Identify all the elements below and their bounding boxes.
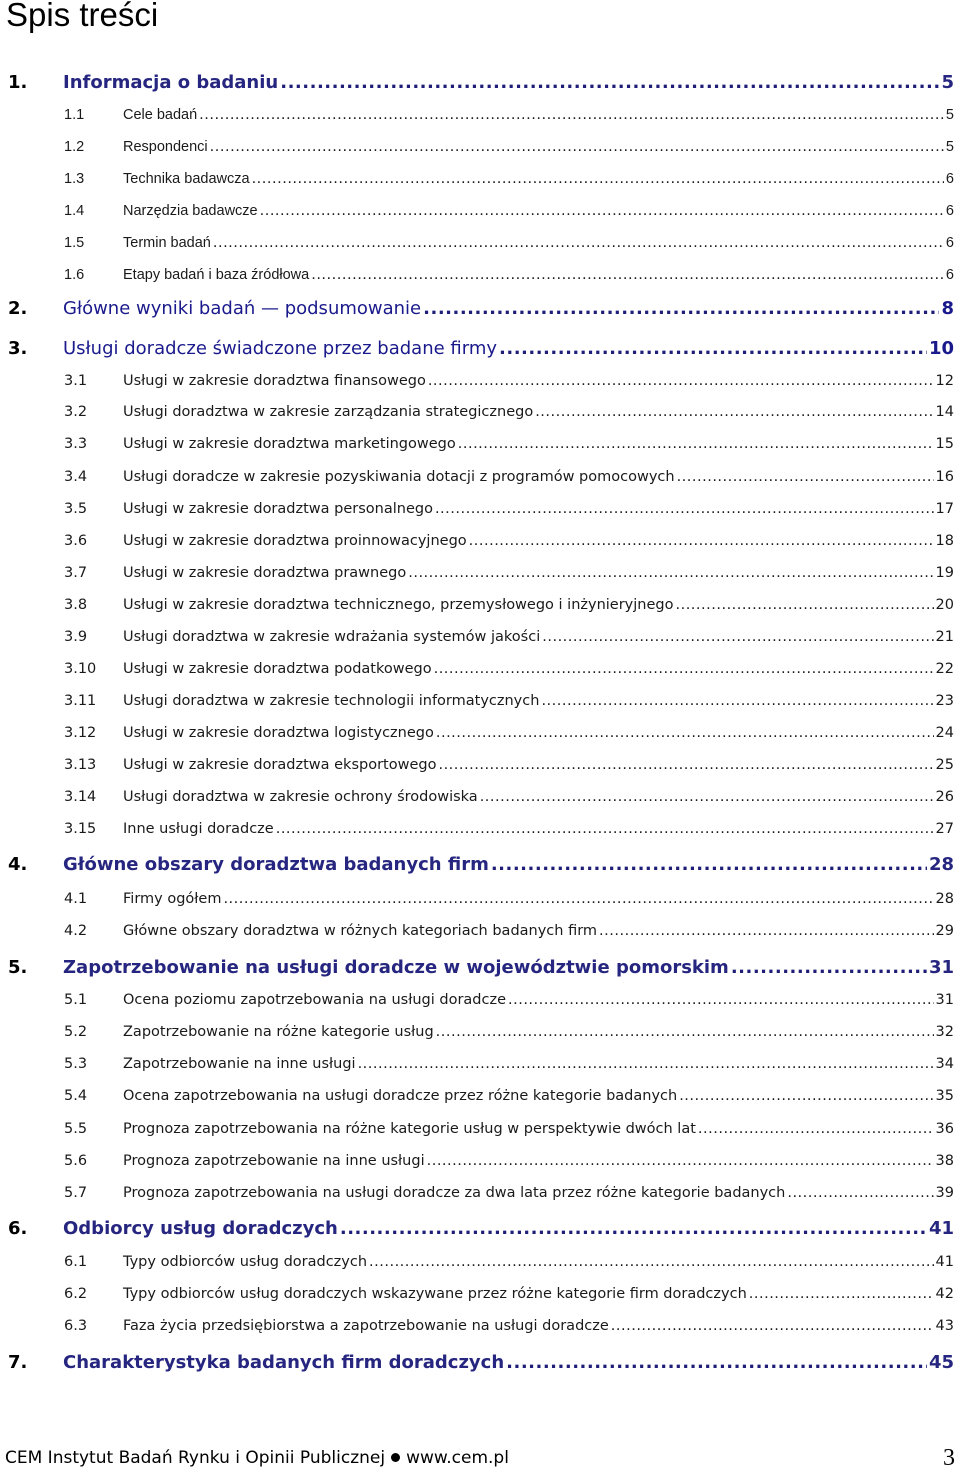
toc-section[interactable]	[0, 989, 960, 1011]
toc-leader	[213, 232, 944, 254]
toc-text: Cele badań	[123, 107, 198, 123]
toc-section[interactable]	[0, 466, 960, 488]
toc-section[interactable]	[0, 658, 960, 680]
toc-section[interactable]	[0, 1118, 960, 1140]
toc-page: 6	[945, 171, 954, 187]
toc-text: Usługi w zakresie doradztwa podatkowego	[123, 661, 432, 677]
toc-text: Zapotrzebowanie na różne kategorie usług	[123, 1024, 434, 1040]
toc-leader	[677, 466, 934, 488]
toc-text: Etapy badań i baza źródłowa	[123, 267, 310, 283]
toc-page: 26	[935, 789, 954, 805]
toc-page: 43	[935, 1318, 954, 1334]
toc-section[interactable]	[0, 433, 960, 455]
toc-page: 41	[928, 1218, 954, 1239]
toc-leader	[458, 433, 934, 455]
toc-page: 23	[935, 693, 954, 709]
toc-number: 5.3	[64, 1056, 88, 1072]
toc-page: 32	[935, 1024, 954, 1040]
toc-leader	[508, 989, 934, 1011]
toc-page: 21	[935, 629, 954, 645]
toc-number: 3.4	[64, 469, 88, 485]
toc-text: Usługi doradztwa w zakresie technologii informatycznych	[123, 693, 540, 709]
toc-number: 3.	[8, 338, 28, 359]
footer-url[interactable]: www.cem.pl	[406, 1448, 509, 1468]
toc-number: 3.1	[64, 373, 88, 389]
toc-section[interactable]	[0, 1182, 960, 1204]
toc-page: 36	[935, 1121, 954, 1137]
toc-section[interactable]	[0, 626, 960, 648]
toc-page: 6	[945, 203, 954, 219]
toc-section[interactable]	[0, 200, 960, 222]
toc-leader	[423, 296, 939, 322]
toc-leader	[506, 1350, 927, 1376]
toc-section[interactable]	[0, 1053, 960, 1075]
toc-page: 35	[935, 1088, 954, 1104]
toc-text: Typy odbiorców usług doradczych	[123, 1254, 368, 1270]
toc-leader	[435, 498, 934, 520]
toc-number: 3.11	[64, 693, 97, 709]
toc-section[interactable]	[0, 888, 960, 910]
toc-number: 3.5	[64, 501, 88, 517]
toc-text: Usługi w zakresie doradztwa prawnego	[123, 565, 407, 581]
toc-chapter[interactable]	[0, 1350, 960, 1376]
toc-section[interactable]	[0, 498, 960, 520]
toc-number: 5.5	[64, 1121, 88, 1137]
toc-page: 15	[935, 436, 954, 452]
toc-number: 2.	[8, 298, 28, 319]
toc-text: Prognoza zapotrzebowania na różne kategorie usług w perspektywie dwóch lat	[123, 1121, 696, 1137]
toc-section[interactable]	[0, 818, 960, 840]
toc-leader	[223, 888, 933, 910]
toc-section[interactable]	[0, 594, 960, 616]
toc-number: 1.2	[64, 139, 85, 155]
toc-page: 39	[935, 1185, 954, 1201]
toc-number: 7.	[8, 1352, 28, 1373]
toc-text: Usługi w zakresie doradztwa marketingowego	[123, 436, 456, 452]
toc-leader	[210, 136, 944, 158]
toc-number: 3.6	[64, 533, 88, 549]
toc-leader	[731, 955, 927, 981]
footer-org: CEM Instytut Badań Rynku i Opinii Publicznej	[5, 1448, 386, 1468]
toc-page: 5	[945, 139, 954, 155]
toc-section[interactable]	[0, 1021, 960, 1043]
toc-leader	[491, 852, 927, 878]
toc-leader	[276, 818, 934, 840]
toc-text: Usługi doradztwa w zakresie wdrażania systemów jakości	[123, 629, 541, 645]
toc-leader	[311, 264, 944, 286]
toc-section[interactable]	[0, 168, 960, 190]
toc-page: 42	[935, 1286, 954, 1302]
toc-text: Usługi w zakresie doradztwa finansowego	[123, 373, 426, 389]
toc-leader	[599, 920, 934, 942]
toc-text: Usługi w zakresie doradztwa logistycznego	[123, 725, 434, 741]
toc-chapter[interactable]	[0, 852, 960, 878]
toc-page: 5	[941, 72, 954, 93]
toc-text: Charakterystyka badanych firm doradczych	[63, 1352, 505, 1373]
toc-text: Zapotrzebowanie na usługi doradcze w województwie pomorskim	[63, 957, 729, 978]
toc-chapter[interactable]	[0, 296, 960, 322]
toc-number: 1.4	[64, 203, 85, 219]
page-number: 3	[943, 1445, 955, 1471]
toc-section[interactable]	[0, 1251, 960, 1273]
toc-leader	[434, 658, 934, 680]
toc-number: 5.	[8, 957, 28, 978]
toc-text: Usługi doradztwa w zakresie zarządzania strategicznego	[123, 404, 534, 420]
toc-text: Usługi doradcze w zakresie pozyskiwania dotacji z programów pomocowych	[123, 469, 675, 485]
toc-leader	[480, 786, 934, 808]
toc-leader	[428, 370, 934, 392]
toc-page: 25	[935, 757, 954, 773]
toc-leader	[358, 1053, 934, 1075]
toc-section[interactable]	[0, 136, 960, 158]
toc-chapter[interactable]	[0, 336, 960, 362]
bullet-icon	[391, 1453, 400, 1462]
toc-section[interactable]	[0, 786, 960, 808]
toc-leader	[675, 594, 933, 616]
toc-leader	[542, 626, 933, 648]
toc-number: 5.7	[64, 1185, 88, 1201]
toc-leader	[280, 70, 939, 96]
toc-number: 3.13	[64, 757, 97, 773]
toc-section[interactable]	[0, 690, 960, 712]
toc-page: 18	[935, 533, 954, 549]
toc-leader	[469, 530, 934, 552]
toc-page: 10	[928, 338, 954, 359]
toc-section[interactable]	[0, 1283, 960, 1305]
toc-number: 3.3	[64, 436, 88, 452]
toc-number: 3.14	[64, 789, 97, 805]
toc-text: Usługi doradcze świadczone przez badane firmy	[63, 338, 498, 359]
toc-page: 45	[928, 1352, 954, 1373]
toc-leader	[499, 336, 927, 362]
toc-leader	[340, 1216, 927, 1242]
toc-section[interactable]	[0, 264, 960, 286]
page-title: Spis treści	[6, 0, 159, 33]
toc-number: 3.8	[64, 597, 88, 613]
toc-text: Narzędzia badawcze	[123, 203, 258, 219]
toc-leader	[698, 1118, 934, 1140]
toc-chapter[interactable]	[0, 1216, 960, 1242]
toc-page: 6	[945, 267, 954, 283]
toc-number: 3.12	[64, 725, 97, 741]
toc-page: 20	[935, 597, 954, 613]
toc-page: 31	[935, 992, 954, 1008]
toc-section[interactable]	[0, 920, 960, 942]
toc-number: 3.15	[64, 821, 97, 837]
toc-chapter[interactable]	[0, 955, 960, 981]
toc-number: 1.	[8, 72, 28, 93]
toc-leader	[436, 1021, 934, 1043]
toc-section[interactable]	[0, 104, 960, 126]
toc-number: 1.1	[64, 107, 85, 123]
toc-section[interactable]	[0, 370, 960, 392]
toc-number: 6.2	[64, 1286, 88, 1302]
toc-number: 5.2	[64, 1024, 88, 1040]
toc-text: Faza życia przedsiębiorstwa a zapotrzebowanie na usługi doradcze	[123, 1318, 609, 1334]
toc-number: 5.6	[64, 1153, 88, 1169]
toc-leader	[369, 1251, 934, 1273]
toc-leader	[541, 690, 933, 712]
toc-number: 6.3	[64, 1318, 88, 1334]
toc-number: 3.10	[64, 661, 97, 677]
toc-text: Informacja o badaniu	[63, 72, 279, 93]
toc-text: Prognoza zapotrzebowanie na inne usługi	[123, 1153, 425, 1169]
toc-text: Główne obszary doradztwa w różnych kategoriach badanych firm	[123, 923, 598, 939]
toc-section[interactable]	[0, 754, 960, 776]
toc-section[interactable]	[0, 530, 960, 552]
toc-text: Usługi w zakresie doradztwa technicznego, przemysłowego i inżynieryjnego	[123, 597, 674, 613]
toc-page: 17	[935, 501, 954, 517]
toc-leader	[438, 754, 933, 776]
toc-page: 12	[935, 373, 954, 389]
toc-number: 6.1	[64, 1254, 88, 1270]
toc-text: Ocena zapotrzebowania na usługi doradcze przez różne kategorie badanych	[123, 1088, 678, 1104]
toc-chapter[interactable]	[0, 70, 960, 96]
toc-text: Typy odbiorców usług doradczych wskazywane przez różne kategorie firm doradczych	[123, 1286, 747, 1302]
toc-page: 22	[935, 661, 954, 677]
toc-text: Respondenci	[123, 139, 208, 155]
toc-page: 16	[935, 469, 954, 485]
toc-number: 4.2	[64, 923, 88, 939]
toc-number: 1.6	[64, 267, 85, 283]
toc-page: 5	[945, 107, 954, 123]
toc-text: Usługi doradztwa w zakresie ochrony środowiska	[123, 789, 478, 805]
toc-text: Główne wyniki badań — podsumowanie	[63, 298, 422, 319]
toc-text: Główne obszary doradztwa badanych firm	[63, 854, 489, 875]
toc-number: 6.	[8, 1218, 28, 1239]
toc-number: 3.9	[64, 629, 88, 645]
toc-text: Technika badawcza	[123, 171, 250, 187]
toc-page: 28	[935, 891, 954, 907]
toc-number: 3.2	[64, 404, 88, 420]
toc-number: 4.	[8, 854, 28, 875]
toc-number: 5.4	[64, 1088, 88, 1104]
toc-page: 28	[928, 854, 954, 875]
toc-section[interactable]	[0, 722, 960, 744]
toc-page: 29	[935, 923, 954, 939]
toc-page: 19	[935, 565, 954, 581]
toc-number: 5.1	[64, 992, 88, 1008]
toc-text: Prognoza zapotrzebowania na usługi doradcze za dwa lata przez różne kategorie badanych	[123, 1185, 786, 1201]
toc-page: 24	[935, 725, 954, 741]
toc-leader	[252, 168, 944, 190]
toc-leader	[199, 104, 944, 126]
toc-text: Usługi w zakresie doradztwa eksportowego	[123, 757, 437, 773]
toc-number: 4.1	[64, 891, 88, 907]
toc-leader	[611, 1315, 934, 1337]
toc-section[interactable]	[0, 1085, 960, 1107]
toc-leader	[787, 1182, 933, 1204]
toc-section[interactable]	[0, 232, 960, 254]
toc-number: 1.5	[64, 235, 85, 251]
toc-page: 14	[935, 404, 954, 420]
toc-number: 1.3	[64, 171, 85, 187]
toc-text: Usługi w zakresie doradztwa proinnowacyjnego	[123, 533, 467, 549]
toc-page: 34	[935, 1056, 954, 1072]
toc-page: 27	[935, 821, 954, 837]
toc-text: Usługi w zakresie doradztwa personalnego	[123, 501, 433, 517]
toc-leader	[408, 562, 933, 584]
toc-section[interactable]	[0, 1315, 960, 1337]
toc-page: 31	[928, 957, 954, 978]
toc-section[interactable]	[0, 562, 960, 584]
toc-text: Firmy ogółem	[123, 891, 222, 907]
toc-text: Odbiorcy usług doradczych	[63, 1218, 338, 1239]
toc-leader	[427, 1150, 934, 1172]
toc-page: 38	[935, 1153, 954, 1169]
footer	[5, 1448, 509, 1468]
toc-leader	[436, 722, 934, 744]
toc-text: Inne usługi doradcze	[123, 821, 274, 837]
toc-page: 8	[941, 298, 954, 319]
toc-section[interactable]	[0, 1150, 960, 1172]
toc-leader	[679, 1085, 933, 1107]
toc-leader	[535, 401, 933, 423]
toc-leader	[260, 200, 944, 222]
toc-text: Ocena poziomu zapotrzebowania na usługi doradcze	[123, 992, 506, 1008]
toc-leader	[749, 1283, 934, 1305]
toc-section[interactable]	[0, 401, 960, 423]
toc-page: 41	[935, 1254, 954, 1270]
toc-number: 3.7	[64, 565, 88, 581]
toc-text: Termin badań	[123, 235, 211, 251]
toc-page: 6	[945, 235, 954, 251]
toc-text: Zapotrzebowanie na inne usługi	[123, 1056, 356, 1072]
